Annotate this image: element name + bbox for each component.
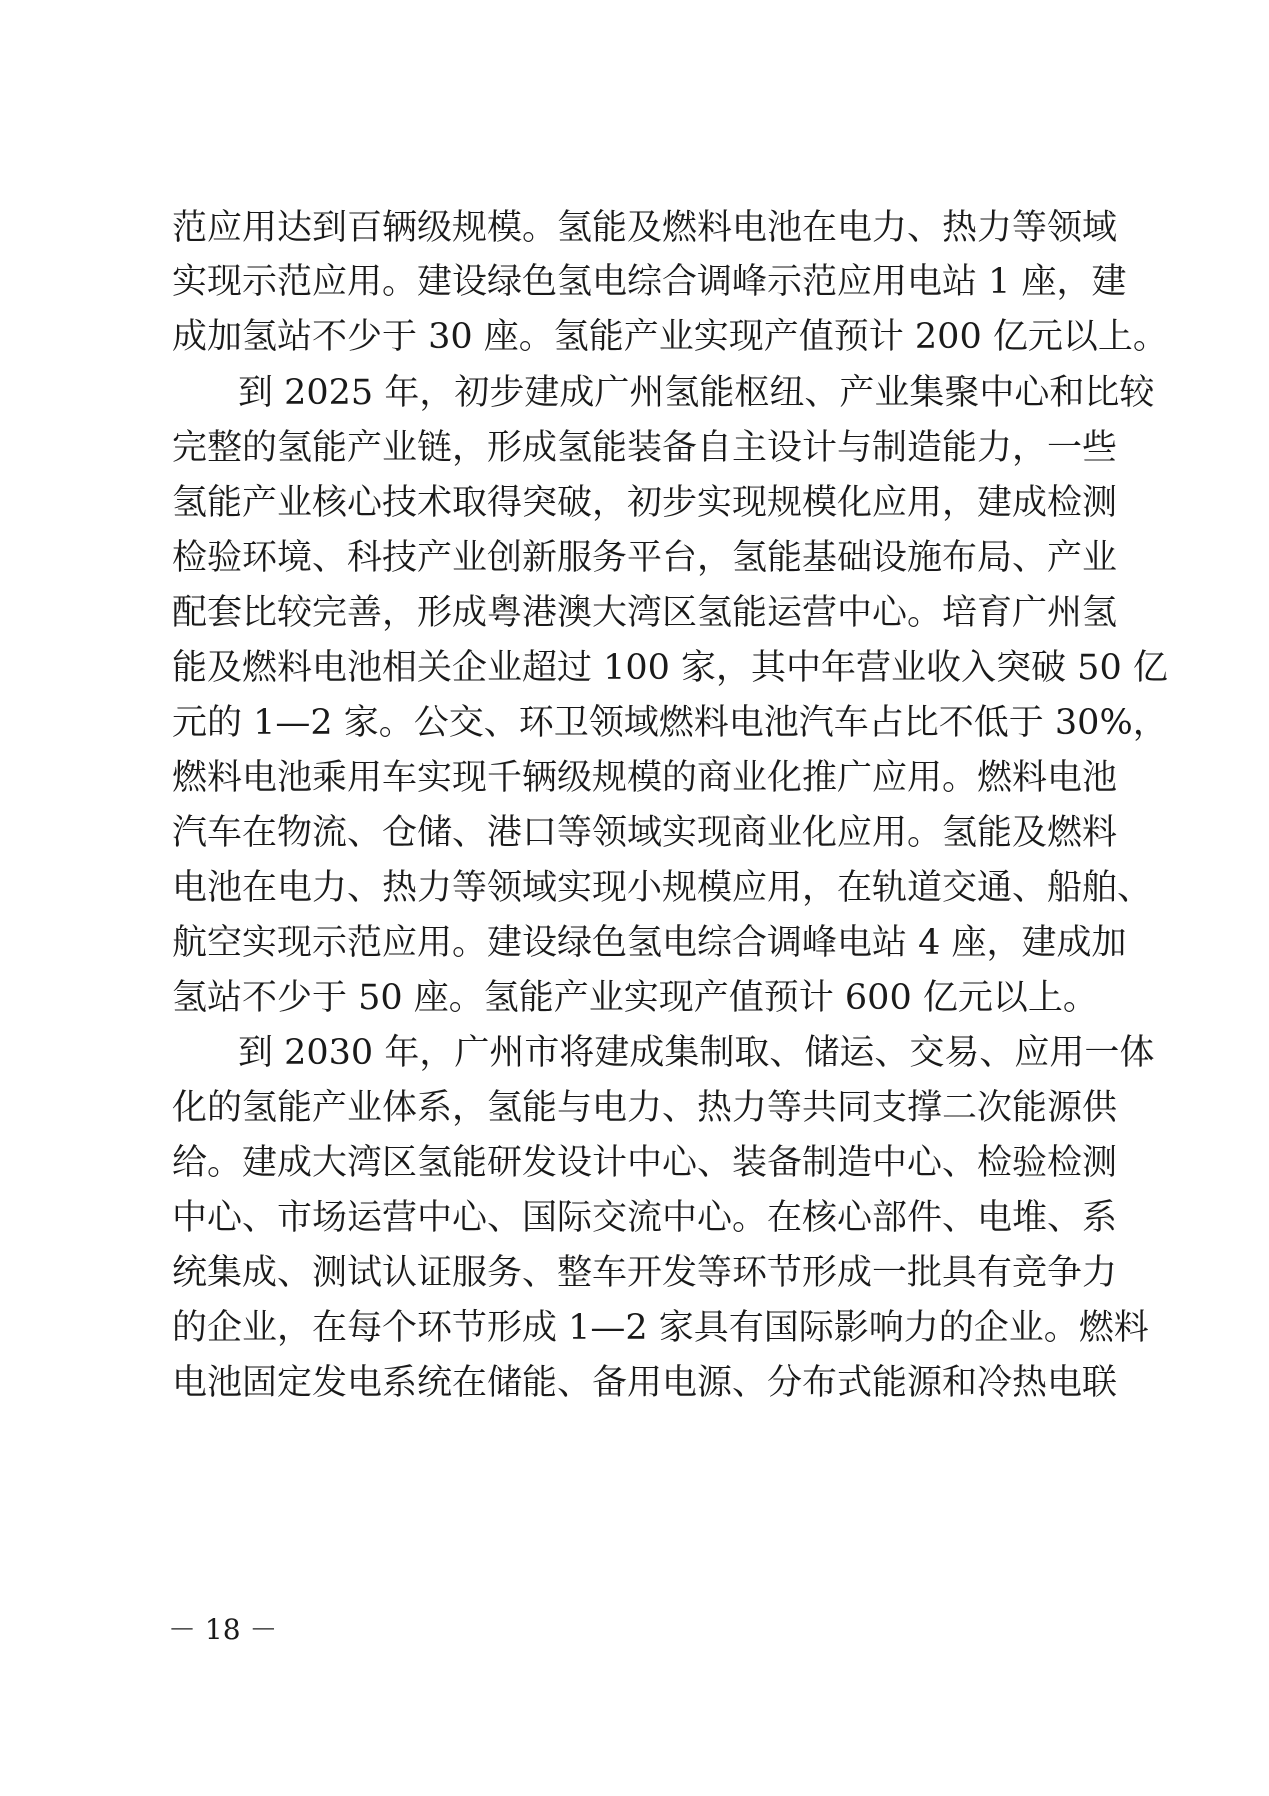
text-line: 给。建成大湾区氢能研发设计中心、装备制造中心、检验检测 bbox=[172, 1143, 1118, 1183]
text-line: 实现示范应用。建设绿色氢电综合调峰示范应用电站 1 座，建 bbox=[172, 262, 1127, 302]
text-line: 的企业，在每个环节形成 1—2 家具有国际影响力的企业。燃料 bbox=[172, 1308, 1149, 1348]
text-line: 到 2025 年，初步建成广州氢能枢纽、产业集聚中心和比较 bbox=[238, 373, 1155, 413]
text-line: 航空实现示范应用。建设绿色氢电综合调峰电站 4 座，建成加 bbox=[172, 923, 1127, 963]
text-line: 检验环境、科技产业创新服务平台，氢能基础设施布局、产业 bbox=[172, 538, 1118, 578]
text-line: 元的 1—2 家。公交、环卫领域燃料电池汽车占比不低于 30%， bbox=[172, 703, 1168, 743]
text-line: 范应用达到百辆级规模。氢能及燃料电池在电力、热力等领域 bbox=[172, 208, 1118, 248]
text-line: 中心、市场运营中心、国际交流中心。在核心部件、电堆、系 bbox=[172, 1198, 1118, 1238]
text-line: 化的氢能产业体系，氢能与电力、热力等共同支撑二次能源供 bbox=[172, 1088, 1118, 1128]
text-line: 配套比较完善，形成粤港澳大湾区氢能运营中心。培育广州氢 bbox=[172, 593, 1118, 633]
text-line: 氢能产业核心技术取得突破，初步实现规模化应用，建成检测 bbox=[172, 483, 1118, 523]
text-line: 统集成、测试认证服务、整车开发等环节形成一批具有竞争力 bbox=[172, 1253, 1118, 1293]
text-line: 氢站不少于 50 座。氢能产业实现产值预计 600 亿元以上。 bbox=[172, 978, 1098, 1018]
text-line: 完整的氢能产业链，形成氢能装备自主设计与制造能力，一些 bbox=[172, 428, 1118, 468]
text-line: 能及燃料电池相关企业超过 100 家，其中年营业收入突破 50 亿 bbox=[172, 648, 1168, 688]
page-number: － 18 － bbox=[168, 1613, 278, 1646]
text-line: 成加氢站不少于 30 座。氢能产业实现产值预计 200 亿元以上。 bbox=[172, 317, 1168, 357]
text-line: 燃料电池乘用车实现千辆级规模的商业化推广应用。燃料电池 bbox=[172, 758, 1118, 798]
text-line: 汽车在物流、仓储、港口等领域实现商业化应用。氢能及燃料 bbox=[172, 813, 1118, 853]
text-line: 电池固定发电系统在储能、备用电源、分布式能源和冷热电联 bbox=[172, 1363, 1118, 1403]
text-line: 到 2030 年，广州市将建成集制取、储运、交易、应用一体 bbox=[238, 1033, 1155, 1073]
text-line: 电池在电力、热力等领域实现小规模应用，在轨道交通、船舶、 bbox=[172, 868, 1153, 908]
